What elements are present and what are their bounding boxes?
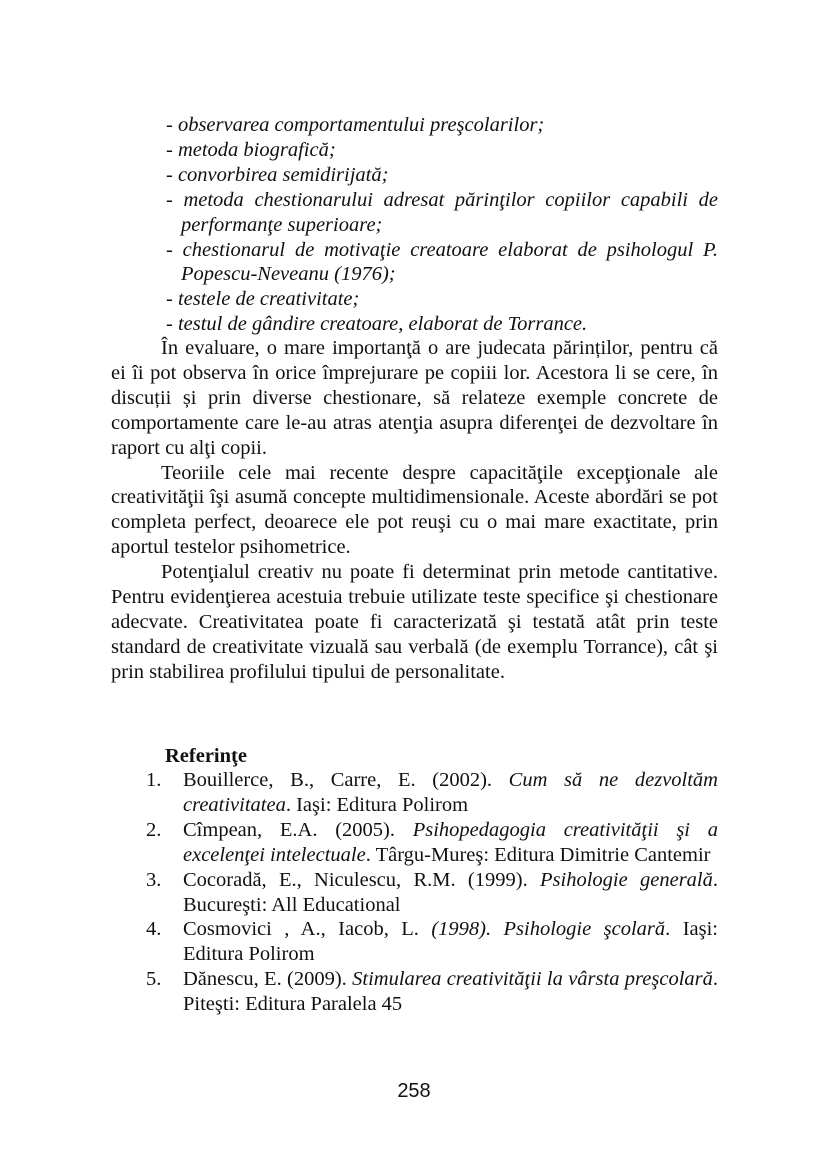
- list-item: - observarea comportamentului preşcolarilor;: [166, 114, 545, 136]
- reference-publisher: . Iaşi: Editura Polirom: [183, 918, 719, 966]
- reference-item: [138, 818, 718, 868]
- list-item: - chestionarul de motivaţie creatoare elaborat de psihologul P. Popescu-Neveanu (1976);: [166, 238, 718, 286]
- reference-publisher: . Iaşi: Editura Polirom: [285, 793, 469, 816]
- references-heading: Referinţe: [165, 745, 247, 767]
- reference-publisher: . Bucureşti: All Educational: [183, 868, 719, 916]
- list-item: - testul de gândire creatoare, elaborat de Torrance.: [166, 313, 588, 336]
- page-number: 258: [397, 1080, 431, 1102]
- reference-title: Psihologie generală: [540, 868, 713, 891]
- reference-authors: Bouillerce, B., Carre, E. (2002).: [183, 769, 509, 791]
- reference-number: 2.: [146, 818, 162, 841]
- paragraph: În evaluare, o mare importanţă o are judecata părinților, pentru că ei îi pot observa în orice împrejurare pe copiii lor. Acestora li se cere, în discuții și prin diverse chestionare, să relateze exemple concrete de comportamente care le-au atras atenţia asupra diferenţei de dezvoltare în raport cu alţi copii.: [111, 337, 718, 459]
- reference-number: 4.: [146, 918, 162, 941]
- paragraph: Potenţialul creativ nu poate fi determinat prin metode cantitative. Pentru evidenţierea acestuia trebuie utilizate teste specifice şi chestionare adecvate. Creativitatea poate fi caracterizată şi testată atât prin teste standard de creativitate vizuală sau verbală (de exemplu Torrance), cât şi prin stabilirea profilului tipului de personalitate.: [111, 561, 718, 683]
- reference-publisher: . Piteşti: Editura Paralela 45: [183, 968, 718, 1016]
- list-item: - metoda chestionarului adresat părinţilor copiilor capabili de performanţe superioare;: [166, 188, 718, 236]
- reference-publisher: . Târgu-Mureş: Editura Dimitrie Cantemir: [365, 843, 711, 866]
- reference-title: Psihopedagogia creativităţii şi a excelenţei intelectuale: [183, 818, 718, 866]
- list-item: - testele de creativitate;: [166, 288, 360, 311]
- reference-item: [138, 768, 718, 818]
- reference-authors: Cosmovici , A., Iacob, L.: [183, 918, 432, 941]
- list-item: - metoda biografică;: [166, 138, 336, 161]
- reference-item: [138, 967, 718, 1017]
- reference-item: [138, 868, 718, 918]
- body-text: [111, 336, 718, 685]
- paragraph: Teoriile cele mai recente despre capacităţile excepţionale ale creativităţii îşi asumă concepte multidimensionale. Aceste abordări se pot completa perfect, deoarece ele pot reuşi cu o mai mare exactitate, prin aportul testelor psihometrice.: [111, 461, 718, 559]
- reference-authors: Cîmpean, E.A. (2005).: [183, 818, 413, 841]
- references-list: [138, 768, 718, 1017]
- reference-authors: Dănescu, E. (2009).: [183, 968, 353, 991]
- reference-title: Cum să ne dezvoltăm creativitatea: [183, 769, 718, 816]
- reference-title: Stimularea creativităţii la vârsta preşcolară: [352, 968, 713, 991]
- reference-authors: Cocoradă, E., Niculescu, R.M. (1999).: [183, 868, 541, 891]
- methods-list: [166, 113, 718, 337]
- reference-number: 1.: [146, 769, 162, 791]
- reference-number: 3.: [146, 868, 162, 891]
- reference-number: 5.: [146, 968, 162, 991]
- reference-item: [138, 917, 718, 967]
- reference-title: (1998). Psihologie şcolară: [431, 918, 666, 941]
- list-item: - convorbirea semidirijată;: [166, 163, 389, 186]
